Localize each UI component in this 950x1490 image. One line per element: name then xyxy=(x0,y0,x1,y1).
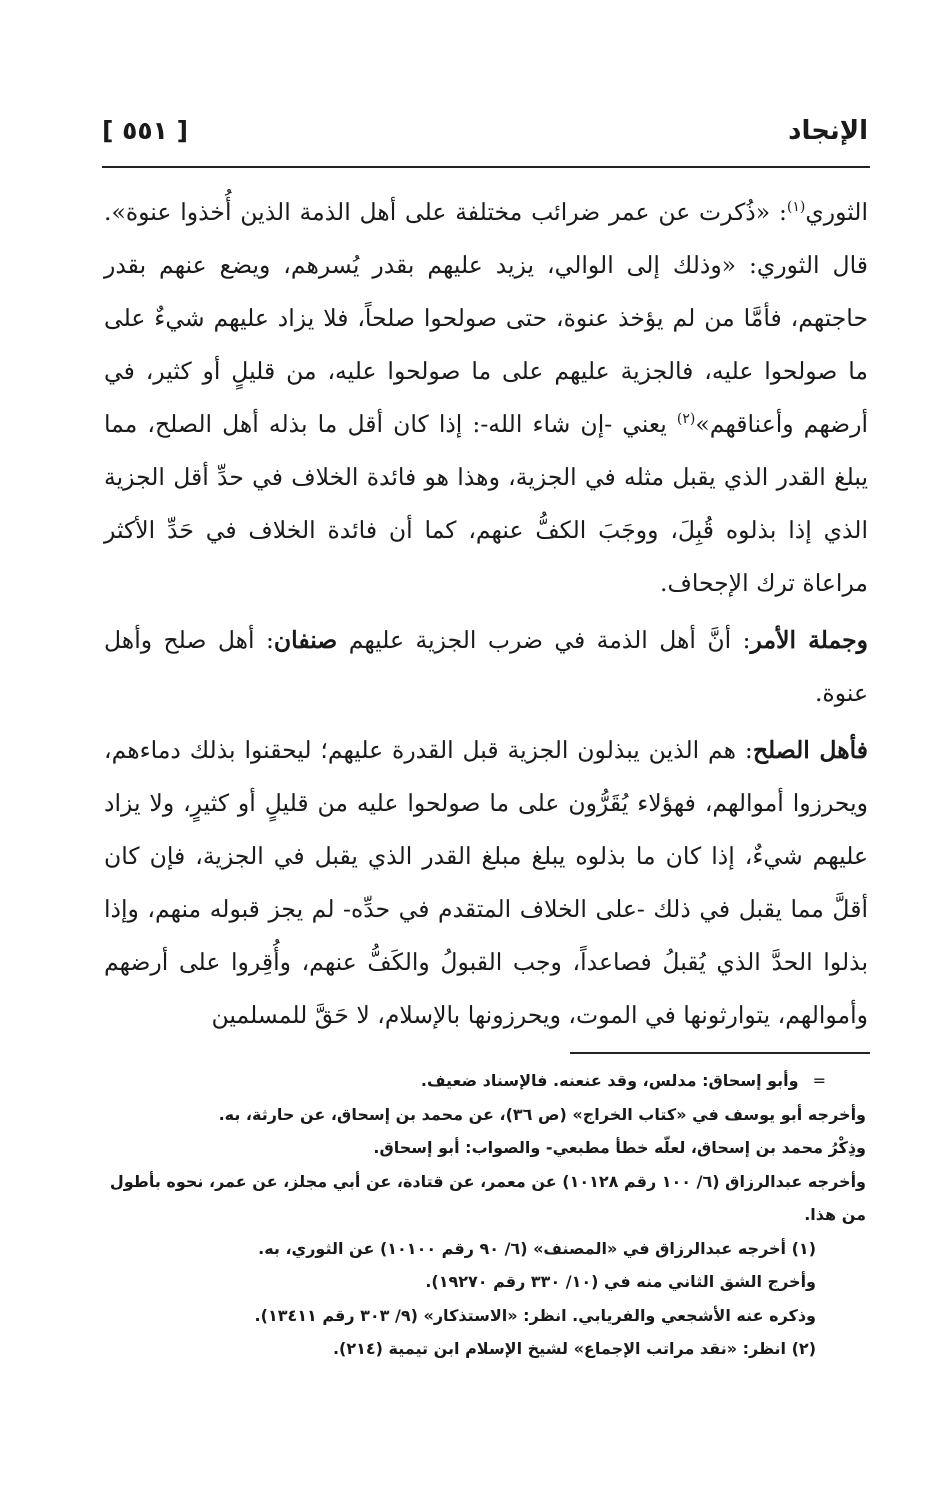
footnote-line: وأخرجه أبو يوسف في «كتاب الخراج» (ص ٣٦)، عن محمد بن إسحاق، عن حارثة، به. xyxy=(218,1104,866,1124)
running-title: الإنجاد xyxy=(788,116,868,146)
paragraph-2 xyxy=(104,614,868,720)
text-run: : هم الذين يبذلون الجزية قبل القدرة عليهم؛ ليحقنوا بذلك دماءهم، ويحرزوا أموالهم، فهؤلاء يُقَرُّون على ما صولحوا عليه من قليلٍ أو كثيرٍ، ولا يزاد عليهم شيءٌ، إذا كان ما بذلوه يبلغ مبلغ القدر الذي يقبل في الجزية، فإن كان أقلَّ مما يقبل في ذلك -على الخلاف المتقدم في حدِّه- لم يجز قبوله منهم، وإذا بذلوا الحدَّ الذي يُقبلُ فصاعداً، وجب القبولُ والكَفُّ عنهم، وأُقِروا على أرضهم وأموالهم، يتوارثونها في الموت، ويحرزونها بالإسلام، لا حَقَّ للمسلمين xyxy=(104,736,868,1029)
header-divider xyxy=(102,166,870,168)
footnote-2: (٢) انظر: «نقد مراتب الإجماع» لشيخ الإسلام ابن تيمية (٢١٤). xyxy=(332,1339,816,1358)
footnote-1-line: وذكره عنه الأشجعي والفريابي. انظر: «الاستذكار» (٩/ ٣٠٣ رقم ١٣٤١١). xyxy=(254,1305,816,1325)
bold-term: صنفان xyxy=(273,626,338,654)
page-header xyxy=(102,112,868,162)
text-run: يعني -إن شاء الله-: إذا كان أقل ما بذله أهل الصلح، مما يبلغ القدر الذي يقبل مثله في الجزية، وهذا هو فائدة الخلاف في حدِّ أقل الجزية الذي إذا بذلوه قُبِلَ، ووجَبَ الكفُّ عنهم، كما أن فائدة الخلاف في حَدِّ الأكثر مراعاة ترك الإجحاف. xyxy=(104,410,868,597)
page-number: [ ٥٥١ ] xyxy=(102,116,189,145)
footnote-continuation xyxy=(92,1064,866,1098)
footnote-ref-2: (٢) xyxy=(676,411,696,428)
paragraph-3 xyxy=(104,724,868,1042)
paragraph-1 xyxy=(104,186,868,610)
main-text xyxy=(104,186,868,1042)
footnote-line: وأخرجه عبدالرزاق (٦/ ١٠٠ رقم ١٠١٢٨) عن معمر، عن قتادة، عن أبي مجلز، عن عمر، نحوه بأطول من هذا. xyxy=(109,1171,866,1224)
footnote-1: (١) أخرجه عبدالرزاق في «المصنف» (٦/ ٩٠ رقم ١٠١٠٠) عن الثوري، به. xyxy=(258,1238,816,1258)
text-run: الثوري xyxy=(805,198,868,226)
footnotes xyxy=(92,1064,866,1366)
footnote-line: وذِكْرُ محمد بن إسحاق، لعلّه خطأ مطبعي- والصواب: أبو إسحاق. xyxy=(373,1138,866,1157)
footnote-ref-1: (١) xyxy=(786,199,806,216)
text-run: : أنَّ أهل الذمة في ضرب الجزية عليهم xyxy=(337,626,751,654)
bold-heading: فأهل الصلح xyxy=(752,736,868,764)
footnote-1-line: وأخرج الشق الثاني منه في (١٠/ ٣٣٠ رقم ١٩٢٧٠). xyxy=(425,1272,816,1291)
footnote-divider xyxy=(570,1052,870,1054)
bold-heading: وجملة الأمر xyxy=(750,626,868,654)
footnote-line: وأبو إسحاق: مدلس، وقد عنعنه. فالإسناد ضعيف. xyxy=(420,1071,799,1090)
continuation-marker: = xyxy=(812,1071,826,1090)
text-run: : «ذُكرت عن عمر ضرائب مختلفة على أهل الذمة الذين أُخذوا عنوة». قال الثوري: «وذلك إلى الوالي، يزيد عليهم بقدر يُسرهم، ويضع عنهم بقدر حاجتهم، فأمَّا من لم يؤخذ عنوة، حتى صولحوا صلحاً، فلا يزاد عليهم شيءٌ على ما صولحوا عليه، فالجزية عليهم على ما صولحوا عليه، من قليلٍ أو كثير، في أرضهم وأعناقهم» xyxy=(104,198,868,438)
text-run: : أهل صلح وأهل عنوة. xyxy=(104,626,868,707)
